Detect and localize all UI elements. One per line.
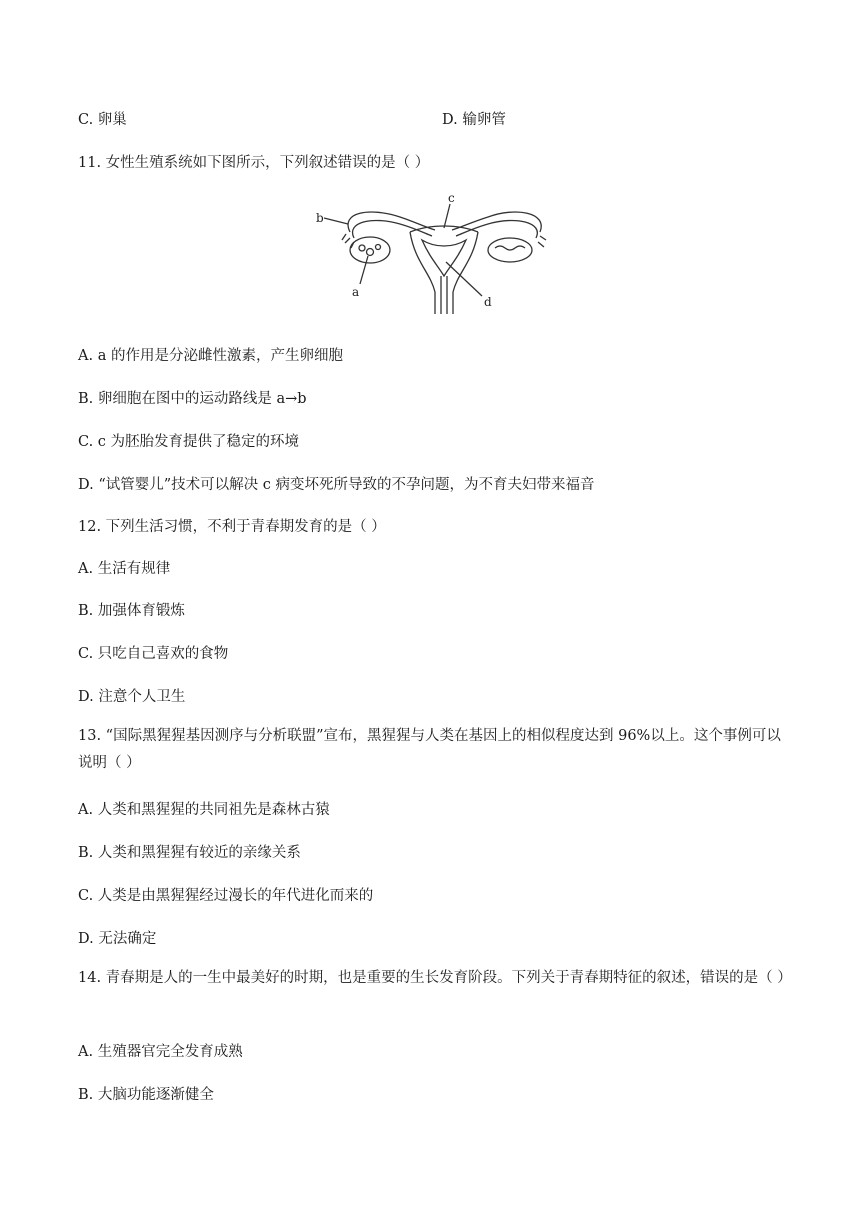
female-reproductive-system-diagram xyxy=(310,192,550,320)
label-a-line xyxy=(360,256,368,284)
label-c-line xyxy=(444,204,450,228)
option-c-ovary: C. 卵巢 xyxy=(78,112,127,128)
option-d-oviduct: D. 输卵管 xyxy=(442,112,506,128)
q11-option-a: A. a 的作用是分泌雌性激素，产生卵细胞 xyxy=(78,348,343,364)
left-ovary xyxy=(350,237,390,263)
q14-option-a: A. 生殖器官完全发育成熟 xyxy=(78,1044,243,1060)
q12-option-c: C. 只吃自己喜欢的食物 xyxy=(78,646,229,662)
q13-option-d: D. 无法确定 xyxy=(78,931,157,947)
q14-option-b: B. 大脑功能逐渐健全 xyxy=(78,1087,214,1103)
label-b-line xyxy=(324,218,348,224)
q11-option-b: B. 卵细胞在图中的运动路线是 a→b xyxy=(78,391,307,407)
q11-option-d: D. “试管婴儿”技术可以解决 c 病变坏死所导致的不孕问题，为不育夫妇带来福音 xyxy=(78,477,595,493)
question-13-stem: 13. “国际黑猩猩基因测序与分析联盟”宣布，黑猩猩与人类在基因上的相似程度达到 96%以上。这个事例可以说明（ ） xyxy=(78,728,781,771)
label-b: b xyxy=(316,211,324,225)
q13-option-b: B. 人类和黑猩猩有较近的亲缘关系 xyxy=(78,845,301,861)
q12-option-a: A. 生活有规律 xyxy=(78,561,171,577)
question-12-stem: 12. 下列生活习惯，不利于青春期发育的是（ ） xyxy=(78,519,386,535)
q13-option-c: C. 人类是由黑猩猩经过漫长的年代进化而来的 xyxy=(78,888,374,904)
label-d: d xyxy=(484,295,492,309)
question-14-stem: 14. 青春期是人的一生中最美好的时期，也是重要的生长发育阶段。下列关于青春期特征的叙述，错误的是（ ） xyxy=(78,970,792,986)
label-c: c xyxy=(448,192,455,205)
label-a: a xyxy=(352,285,360,299)
question-11-stem: 11. 女性生殖系统如下图所示，下列叙述错误的是（ ） xyxy=(78,155,430,171)
q12-option-d: D. 注意个人卫生 xyxy=(78,689,186,705)
q13-option-a: A. 人类和黑猩猩的共同祖先是森林古猿 xyxy=(78,802,330,818)
q12-option-b: B. 加强体育锻炼 xyxy=(78,603,185,619)
uterus-cavity xyxy=(422,240,466,276)
q11-option-c: C. c 为胚胎发育提供了稳定的环境 xyxy=(78,434,300,450)
uterus-diagram-svg xyxy=(310,192,550,320)
vagina xyxy=(441,276,447,314)
